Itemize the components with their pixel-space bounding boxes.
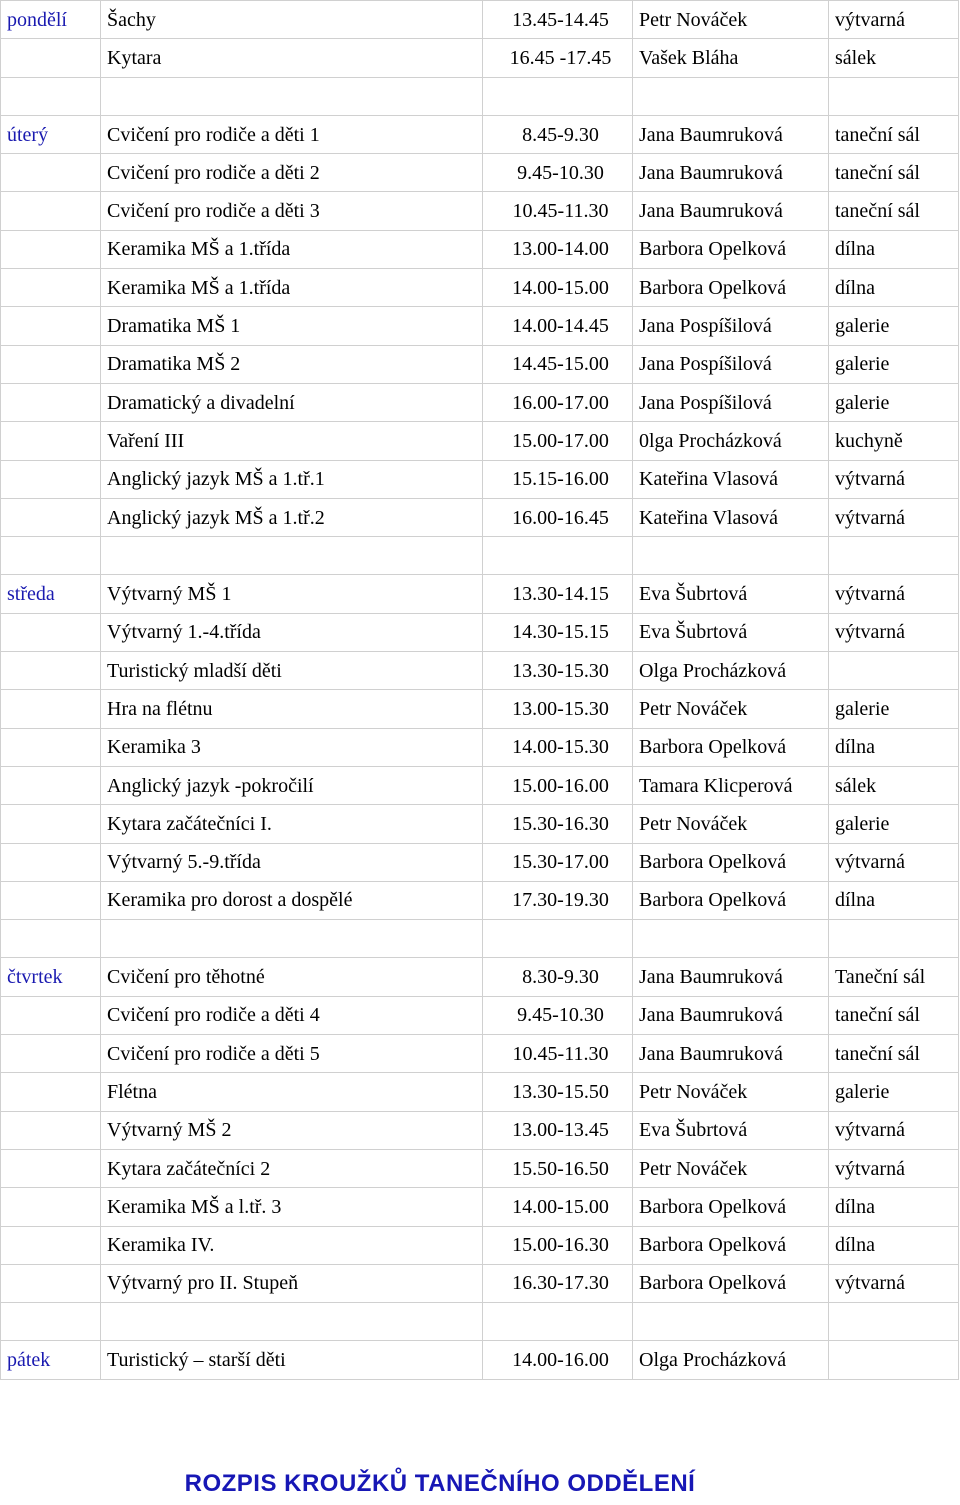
- empty-cell: [1, 843, 101, 881]
- table-row: [1, 1188, 959, 1226]
- time-cell: 13.00-15.30: [483, 690, 633, 728]
- spacer-row: [1, 1303, 959, 1341]
- table-row: [1, 1, 959, 39]
- empty-cell: [483, 1303, 633, 1341]
- room-cell: galerie: [829, 1073, 959, 1111]
- teacher-cell: Petr Nováček: [633, 1073, 829, 1111]
- teacher-cell: 0lga Procházková: [633, 422, 829, 460]
- room-cell: sálek: [829, 39, 959, 77]
- course-name-cell: Kytara: [101, 39, 483, 77]
- time-cell: 16.30-17.30: [483, 1264, 633, 1302]
- teacher-cell: Olga Procházková: [633, 1341, 829, 1379]
- room-cell: výtvarná: [829, 613, 959, 651]
- course-name-cell: Anglický jazyk MŠ a 1.tř.2: [101, 498, 483, 536]
- empty-cell: [1, 690, 101, 728]
- day-label: pondělí: [1, 1, 101, 39]
- teacher-cell: Petr Nováček: [633, 1149, 829, 1187]
- course-name-cell: Keramika MŠ a l.tř. 3: [101, 1188, 483, 1226]
- spacer-row: [1, 920, 959, 958]
- spacer-row: [1, 537, 959, 575]
- empty-cell: [1, 460, 101, 498]
- day-label: čtvrtek: [1, 958, 101, 996]
- table-row: [1, 843, 959, 881]
- table-row: [1, 881, 959, 919]
- course-name-cell: Keramika 3: [101, 728, 483, 766]
- teacher-cell: Barbora Opelková: [633, 1188, 829, 1226]
- time-cell: 15.50-16.50: [483, 1149, 633, 1187]
- teacher-cell: Barbora Opelková: [633, 1226, 829, 1264]
- empty-cell: [101, 1303, 483, 1341]
- empty-cell: [1, 766, 101, 804]
- empty-cell: [1, 307, 101, 345]
- course-name-cell: Keramika MŠ a 1.třída: [101, 230, 483, 268]
- empty-cell: [633, 537, 829, 575]
- empty-cell: [1, 77, 101, 115]
- time-cell: 15.00-16.00: [483, 766, 633, 804]
- room-cell: dílna: [829, 1188, 959, 1226]
- course-name-cell: Flétna: [101, 1073, 483, 1111]
- course-name-cell: Cvičení pro rodiče a děti 1: [101, 115, 483, 153]
- teacher-cell: Jana Baumruková: [633, 996, 829, 1034]
- teacher-cell: Jana Baumruková: [633, 154, 829, 192]
- empty-cell: [1, 537, 101, 575]
- room-cell: výtvarná: [829, 498, 959, 536]
- empty-cell: [829, 1303, 959, 1341]
- empty-cell: [1, 230, 101, 268]
- course-name-cell: Výtvarný MŠ 2: [101, 1111, 483, 1149]
- empty-cell: [1, 1264, 101, 1302]
- time-cell: 16.00-17.00: [483, 383, 633, 421]
- teacher-cell: Olga Procházková: [633, 652, 829, 690]
- empty-cell: [633, 1303, 829, 1341]
- time-cell: 9.45-10.30: [483, 154, 633, 192]
- teacher-cell: Jana Pospíšilová: [633, 307, 829, 345]
- empty-cell: [1, 728, 101, 766]
- table-row: [1, 805, 959, 843]
- empty-cell: [483, 920, 633, 958]
- table-row: [1, 230, 959, 268]
- time-cell: 14.30-15.15: [483, 613, 633, 651]
- empty-cell: [1, 1035, 101, 1073]
- empty-cell: [633, 77, 829, 115]
- time-cell: 15.00-17.00: [483, 422, 633, 460]
- empty-cell: [101, 77, 483, 115]
- room-cell: výtvarná: [829, 1111, 959, 1149]
- time-cell: 16.00-16.45: [483, 498, 633, 536]
- table-row: [1, 690, 959, 728]
- course-name-cell: Výtvarný pro II. Stupeň: [101, 1264, 483, 1302]
- course-name-cell: Cvičení pro těhotné: [101, 958, 483, 996]
- table-row: [1, 996, 959, 1034]
- course-name-cell: Výtvarný MŠ 1: [101, 575, 483, 613]
- teacher-cell: Jana Baumruková: [633, 192, 829, 230]
- empty-cell: [829, 537, 959, 575]
- time-cell: 13.45-14.45: [483, 1, 633, 39]
- empty-cell: [1, 613, 101, 651]
- course-name-cell: Cvičení pro rodiče a děti 3: [101, 192, 483, 230]
- teacher-cell: Petr Nováček: [633, 805, 829, 843]
- course-name-cell: Hra na flétnu: [101, 690, 483, 728]
- empty-cell: [1, 652, 101, 690]
- time-cell: 14.00-15.30: [483, 728, 633, 766]
- room-cell: výtvarná: [829, 460, 959, 498]
- time-cell: 8.30-9.30: [483, 958, 633, 996]
- time-cell: 14.00-15.00: [483, 1188, 633, 1226]
- course-name-cell: Kytara začátečníci 2: [101, 1149, 483, 1187]
- empty-cell: [1, 1188, 101, 1226]
- room-cell: taneční sál: [829, 1035, 959, 1073]
- spacer-row: [1, 77, 959, 115]
- time-cell: 8.45-9.30: [483, 115, 633, 153]
- teacher-cell: Barbora Opelková: [633, 881, 829, 919]
- teacher-cell: Eva Šubrtová: [633, 613, 829, 651]
- room-cell: výtvarná: [829, 1, 959, 39]
- empty-cell: [483, 77, 633, 115]
- table-row: [1, 1341, 959, 1379]
- teacher-cell: Jana Baumruková: [633, 958, 829, 996]
- course-name-cell: Kytara začátečníci I.: [101, 805, 483, 843]
- time-cell: 13.00-13.45: [483, 1111, 633, 1149]
- empty-cell: [829, 920, 959, 958]
- empty-cell: [1, 1303, 101, 1341]
- room-cell: dílna: [829, 230, 959, 268]
- room-cell: galerie: [829, 383, 959, 421]
- day-label: pátek: [1, 1341, 101, 1379]
- table-row: [1, 1035, 959, 1073]
- teacher-cell: Petr Nováček: [633, 690, 829, 728]
- empty-cell: [1, 192, 101, 230]
- empty-cell: [633, 920, 829, 958]
- course-name-cell: Turistický mladší děti: [101, 652, 483, 690]
- room-cell: dílna: [829, 728, 959, 766]
- teacher-cell: Barbora Opelková: [633, 1264, 829, 1302]
- room-cell: výtvarná: [829, 843, 959, 881]
- room-cell: taneční sál: [829, 115, 959, 153]
- course-name-cell: Výtvarný 1.-4.třída: [101, 613, 483, 651]
- room-cell: galerie: [829, 345, 959, 383]
- teacher-cell: Kateřina Vlasová: [633, 498, 829, 536]
- room-cell: [829, 652, 959, 690]
- teacher-cell: Vašek Bláha: [633, 39, 829, 77]
- table-row: [1, 345, 959, 383]
- empty-cell: [829, 77, 959, 115]
- teacher-cell: Jana Pospíšilová: [633, 345, 829, 383]
- empty-cell: [1, 498, 101, 536]
- course-name-cell: Cvičení pro rodiče a děti 5: [101, 1035, 483, 1073]
- time-cell: 13.00-14.00: [483, 230, 633, 268]
- room-cell: Taneční sál: [829, 958, 959, 996]
- time-cell: 14.00-16.00: [483, 1341, 633, 1379]
- table-row: [1, 269, 959, 307]
- room-cell: kuchyně: [829, 422, 959, 460]
- empty-cell: [101, 920, 483, 958]
- room-cell: dílna: [829, 1226, 959, 1264]
- empty-cell: [1, 805, 101, 843]
- time-cell: 17.30-19.30: [483, 881, 633, 919]
- time-cell: 13.30-15.50: [483, 1073, 633, 1111]
- course-name-cell: Cvičení pro rodiče a děti 4: [101, 996, 483, 1034]
- room-cell: galerie: [829, 690, 959, 728]
- course-name-cell: Cvičení pro rodiče a děti 2: [101, 154, 483, 192]
- teacher-cell: Tamara Klicperová: [633, 766, 829, 804]
- room-cell: dílna: [829, 269, 959, 307]
- course-name-cell: Dramatický a divadelní: [101, 383, 483, 421]
- table-row: [1, 460, 959, 498]
- room-cell: dílna: [829, 881, 959, 919]
- time-cell: 13.30-15.30: [483, 652, 633, 690]
- course-name-cell: Keramika MŠ a 1.třída: [101, 269, 483, 307]
- time-cell: 15.00-16.30: [483, 1226, 633, 1264]
- teacher-cell: Eva Šubrtová: [633, 1111, 829, 1149]
- table-row: [1, 154, 959, 192]
- table-row: [1, 307, 959, 345]
- course-name-cell: Turistický – starší děti: [101, 1341, 483, 1379]
- page-title: ROZPIS KROUŽKŮ TANEČNÍHO ODDĚLENÍ: [184, 1470, 696, 1497]
- table-row: [1, 728, 959, 766]
- day-label: středa: [1, 575, 101, 613]
- table-row: [1, 766, 959, 804]
- empty-cell: [1, 422, 101, 460]
- time-cell: 15.30-17.00: [483, 843, 633, 881]
- room-cell: galerie: [829, 805, 959, 843]
- room-cell: výtvarná: [829, 1264, 959, 1302]
- empty-cell: [1, 383, 101, 421]
- teacher-cell: Jana Baumruková: [633, 1035, 829, 1073]
- empty-cell: [1, 1111, 101, 1149]
- schedule-body: [1, 1, 959, 1380]
- time-cell: 14.00-15.00: [483, 269, 633, 307]
- room-cell: taneční sál: [829, 996, 959, 1034]
- empty-cell: [1, 39, 101, 77]
- table-row: [1, 422, 959, 460]
- empty-cell: [1, 881, 101, 919]
- table-row: [1, 1226, 959, 1264]
- teacher-cell: Eva Šubrtová: [633, 575, 829, 613]
- teacher-cell: Jana Pospíšilová: [633, 383, 829, 421]
- table-row: [1, 1111, 959, 1149]
- course-name-cell: Anglický jazyk MŠ a 1.tř.1: [101, 460, 483, 498]
- course-name-cell: Dramatika MŠ 1: [101, 307, 483, 345]
- course-name-cell: Dramatika MŠ 2: [101, 345, 483, 383]
- table-row: [1, 498, 959, 536]
- table-row: [1, 958, 959, 996]
- time-cell: 14.00-14.45: [483, 307, 633, 345]
- time-cell: 15.30-16.30: [483, 805, 633, 843]
- teacher-cell: Barbora Opelková: [633, 269, 829, 307]
- empty-cell: [1, 996, 101, 1034]
- room-cell: výtvarná: [829, 575, 959, 613]
- empty-cell: [1, 1073, 101, 1111]
- teacher-cell: Barbora Opelková: [633, 843, 829, 881]
- table-row: [1, 192, 959, 230]
- time-cell: 15.15-16.00: [483, 460, 633, 498]
- course-name-cell: Výtvarný 5.-9.třída: [101, 843, 483, 881]
- teacher-cell: Barbora Opelková: [633, 230, 829, 268]
- time-cell: 10.45-11.30: [483, 192, 633, 230]
- table-row: [1, 1149, 959, 1187]
- table-row: [1, 575, 959, 613]
- empty-cell: [1, 920, 101, 958]
- empty-cell: [1, 269, 101, 307]
- time-cell: 9.45-10.30: [483, 996, 633, 1034]
- table-row: [1, 613, 959, 651]
- empty-cell: [1, 1226, 101, 1264]
- time-cell: 10.45-11.30: [483, 1035, 633, 1073]
- time-cell: 13.30-14.15: [483, 575, 633, 613]
- course-name-cell: Šachy: [101, 1, 483, 39]
- course-name-cell: Anglický jazyk -pokročilí: [101, 766, 483, 804]
- room-cell: výtvarná: [829, 1149, 959, 1187]
- course-name-cell: Keramika IV.: [101, 1226, 483, 1264]
- teacher-cell: Barbora Opelková: [633, 728, 829, 766]
- room-cell: galerie: [829, 307, 959, 345]
- room-cell: taneční sál: [829, 154, 959, 192]
- table-row: [1, 652, 959, 690]
- empty-cell: [1, 345, 101, 383]
- empty-cell: [483, 537, 633, 575]
- table-row: [1, 115, 959, 153]
- day-label: úterý: [1, 115, 101, 153]
- teacher-cell: Jana Baumruková: [633, 115, 829, 153]
- table-row: [1, 39, 959, 77]
- room-cell: taneční sál: [829, 192, 959, 230]
- room-cell: [829, 1341, 959, 1379]
- empty-cell: [101, 537, 483, 575]
- table-row: [1, 383, 959, 421]
- time-cell: 16.45 -17.45: [483, 39, 633, 77]
- room-cell: sálek: [829, 766, 959, 804]
- teacher-cell: Kateřina Vlasová: [633, 460, 829, 498]
- course-name-cell: Keramika pro dorost a dospělé: [101, 881, 483, 919]
- empty-cell: [1, 154, 101, 192]
- table-row: [1, 1073, 959, 1111]
- teacher-cell: Petr Nováček: [633, 1, 829, 39]
- empty-cell: [1, 1149, 101, 1187]
- course-name-cell: Vaření III: [101, 422, 483, 460]
- table-row: [1, 1264, 959, 1302]
- time-cell: 14.45-15.00: [483, 345, 633, 383]
